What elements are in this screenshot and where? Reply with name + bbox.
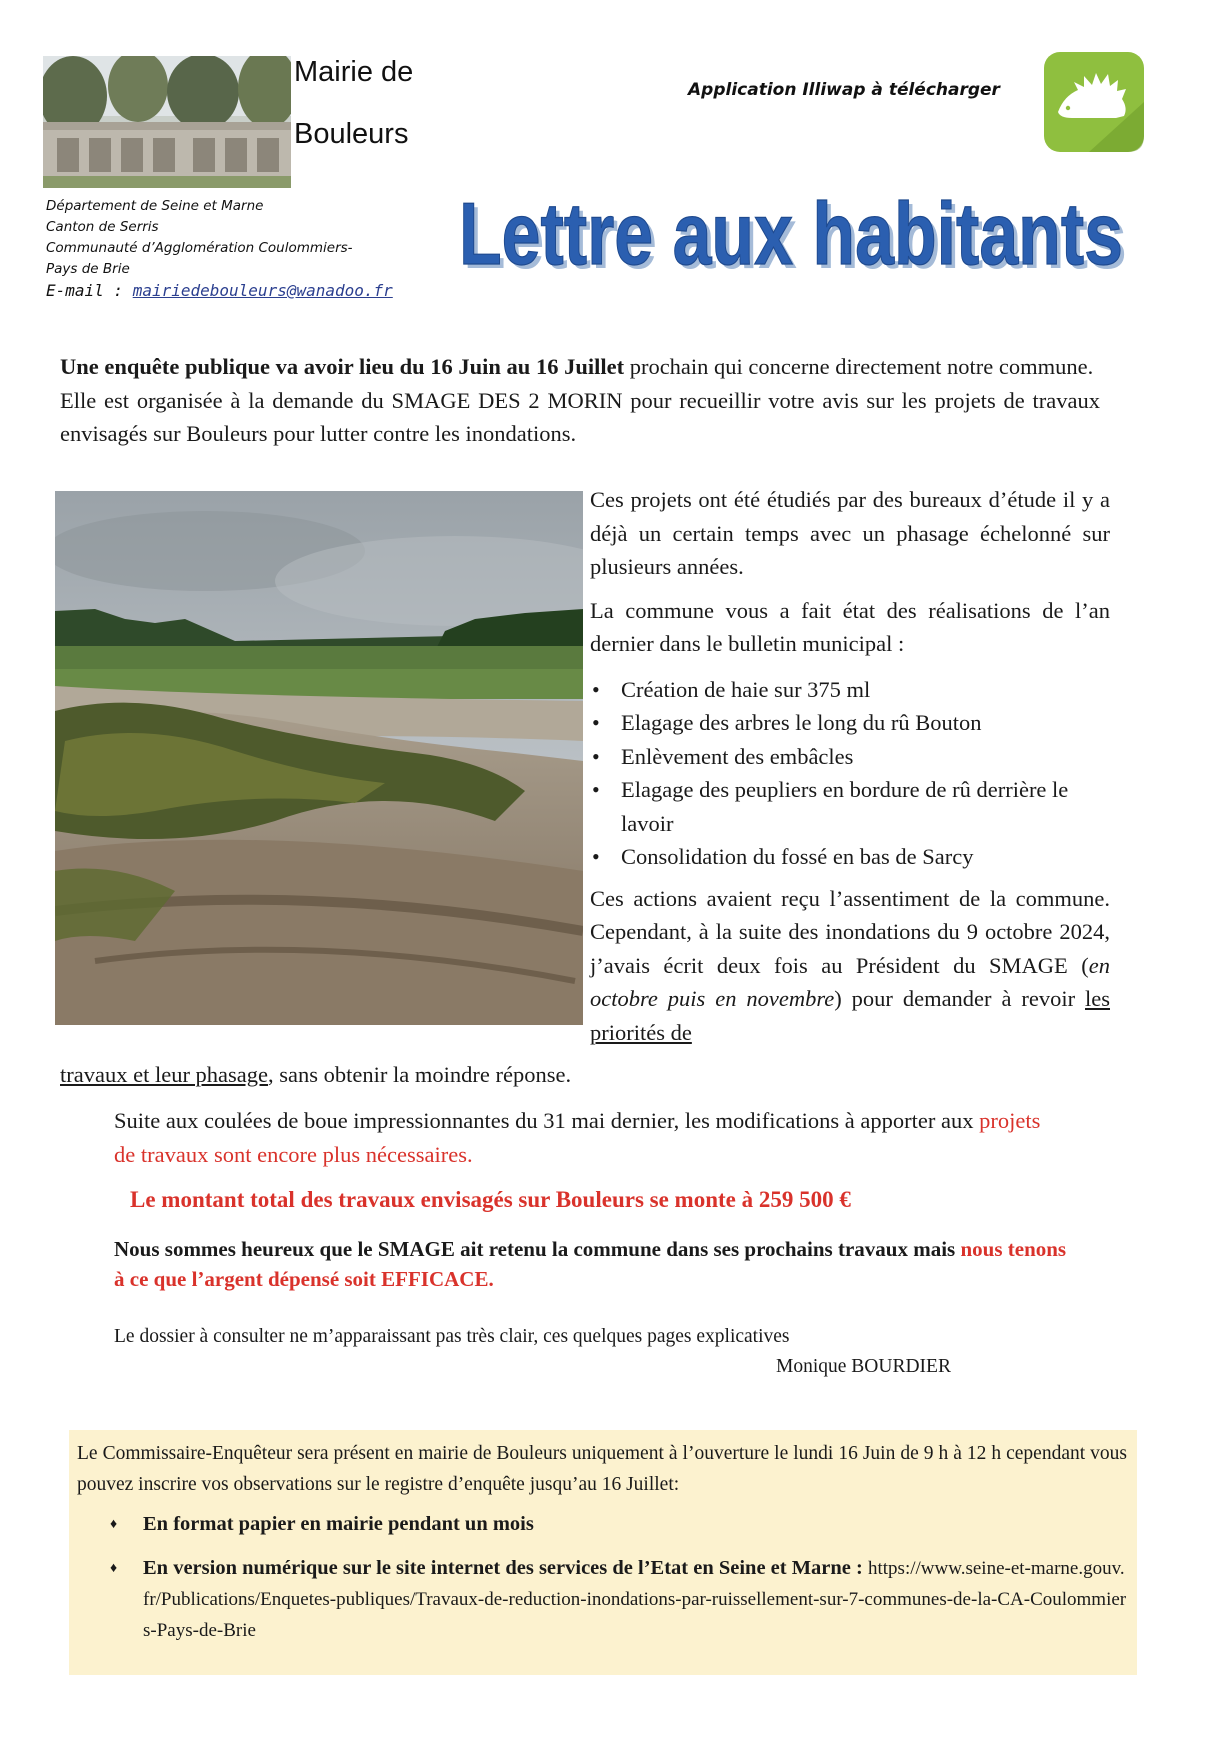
list-item: • Elagage des peupliers en bordure de rû derrière le lavoir bbox=[590, 773, 1110, 840]
intro-paragraph bbox=[60, 350, 1100, 451]
actions-dates: en octobre puis en novembre bbox=[590, 952, 1110, 1011]
actions-paragraph bbox=[590, 882, 1110, 1050]
achievements-paragraph: La commune vous a fait état des réalisations de l’an dernier dans le bulletin municipal : bbox=[590, 597, 1110, 656]
list-item: • Elagage des arbres le long du rû Bouton bbox=[590, 706, 1110, 740]
phasing-text: travaux et leur phasage bbox=[60, 1062, 269, 1087]
smage-paragraph bbox=[114, 1234, 1074, 1294]
commissioner-paragraph: Le Commissaire-Enquêteur sera présent en mairie de Bouleurs uniquement à l’ouverture le lundi 16 Juin de 9 h à 12 h cependant vous pouvez inscrire vos observations sur le registre d’enquête jusqu’au 16 Juillet: bbox=[77, 1443, 1127, 1495]
inquiry-info-box bbox=[69, 1430, 1137, 1675]
hedgehog-icon[interactable] bbox=[1044, 52, 1144, 152]
intro-rest: prochain qui concerne directement notre commune. bbox=[624, 354, 1094, 379]
intro-para2: Elle est organisée à la demande du SMAGE DES 2 MORIN pour recueillir votre avis sur les projets de travaux envisagés sur Bouleurs pour lutter contre les inondations. bbox=[60, 387, 1100, 446]
dossier-note: Le dossier à consulter ne m’apparaissant pas très clair, ces quelques pages explicatives bbox=[114, 1326, 790, 1347]
canton-line: Canton de Serris bbox=[46, 219, 159, 235]
continuation-line bbox=[60, 1058, 1120, 1092]
page-title-text: Lettre aux habitants bbox=[459, 184, 1123, 283]
region-line: Pays de Brie bbox=[46, 261, 130, 277]
email-link[interactable]: mairiedebouleurs@wanadoo.fr bbox=[132, 281, 393, 300]
submission-options bbox=[77, 1509, 1127, 1646]
mairie-title-line2: Bouleurs bbox=[294, 118, 409, 150]
continuation-rest: , sans obtenir la moindre réponse. bbox=[268, 1062, 572, 1087]
svg-text:Lettre aux habitants: Lettre aux habitants bbox=[463, 188, 1127, 283]
email-label: E-mail : bbox=[46, 281, 124, 300]
intro-bold: Une enquête publique va avoir lieu du 16 Juin au 16 Juillet bbox=[60, 354, 625, 379]
list-item: ♦ En format papier en mairie pendant un mois bbox=[77, 1509, 1127, 1540]
mairie-title-line1: Mairie de bbox=[294, 56, 414, 88]
smage-emphasis: nous tenons à ce que l’argent dépensé soit EFFICACE. bbox=[114, 1237, 1067, 1291]
department-line: Département de Seine et Marne bbox=[46, 198, 264, 214]
priorities-text: les priorités de bbox=[590, 986, 1110, 1045]
inquiry-info-content bbox=[77, 1438, 1127, 1646]
actions-text: Ces actions avaient reçu l’assentiment de la commune. Cependant, à la suite des inondations du 9 octobre 2024, j’avais écrit deux fois au Président du SMAGE ( bbox=[590, 885, 1110, 978]
list-item: • Consolidation du fossé en bas de Sarcy bbox=[590, 840, 1110, 874]
app-download-text: Application Illiwap à télécharger bbox=[688, 80, 1000, 100]
list-item: • Création de haie sur 375 ml bbox=[590, 673, 1110, 707]
mudslide-emphasis: projets de travaux sont encore plus nécessaires. bbox=[114, 1108, 1041, 1167]
town-hall-photo bbox=[43, 56, 291, 188]
mudslide-paragraph bbox=[114, 1104, 1044, 1171]
list-item: • Enlèvement des embâcles bbox=[590, 740, 1110, 774]
total-amount: Le montant total des travaux envisagés sur Bouleurs se monte à 259 500 € bbox=[130, 1187, 851, 1212]
smage-text: Nous sommes heureux que le SMAGE ait retenu la commune dans ses prochains travaux mais bbox=[114, 1237, 961, 1261]
studies-paragraph: Ces projets ont été étudiés par des bureaux d’étude il y a déjà un certain temps avec un phasage échelonné sur plusieurs années. bbox=[590, 487, 1110, 579]
online-option-text: En version numérique sur le site internet des services de l’Etat en Seine et Marne : bbox=[143, 1557, 868, 1579]
right-column bbox=[590, 483, 1110, 1049]
signature: Monique BOURDIER bbox=[776, 1356, 951, 1377]
list-item bbox=[77, 1553, 1127, 1646]
email-line bbox=[46, 281, 393, 300]
achievements-list bbox=[590, 673, 1110, 874]
page-title bbox=[452, 183, 1132, 283]
actions-request: ) pour demander à revoir bbox=[834, 986, 1085, 1011]
flooded-field-photo bbox=[55, 491, 583, 1025]
mudslide-text: Suite aux coulées de boue impressionnantes du 31 mai dernier, les modifications à apporter aux bbox=[114, 1108, 980, 1133]
community-line: Communauté d’Agglomération Coulommiers- bbox=[46, 240, 353, 256]
inquiry-url-link[interactable]: https://www.seine-et-marne.gouv.fr/Publications/Enquetes-publiques/Travaux-de-reduction-inondations-par-ruissellement-sur-7-communes-de-la-CA-Coulommiers-Pays-de-Brie bbox=[143, 1558, 1127, 1641]
